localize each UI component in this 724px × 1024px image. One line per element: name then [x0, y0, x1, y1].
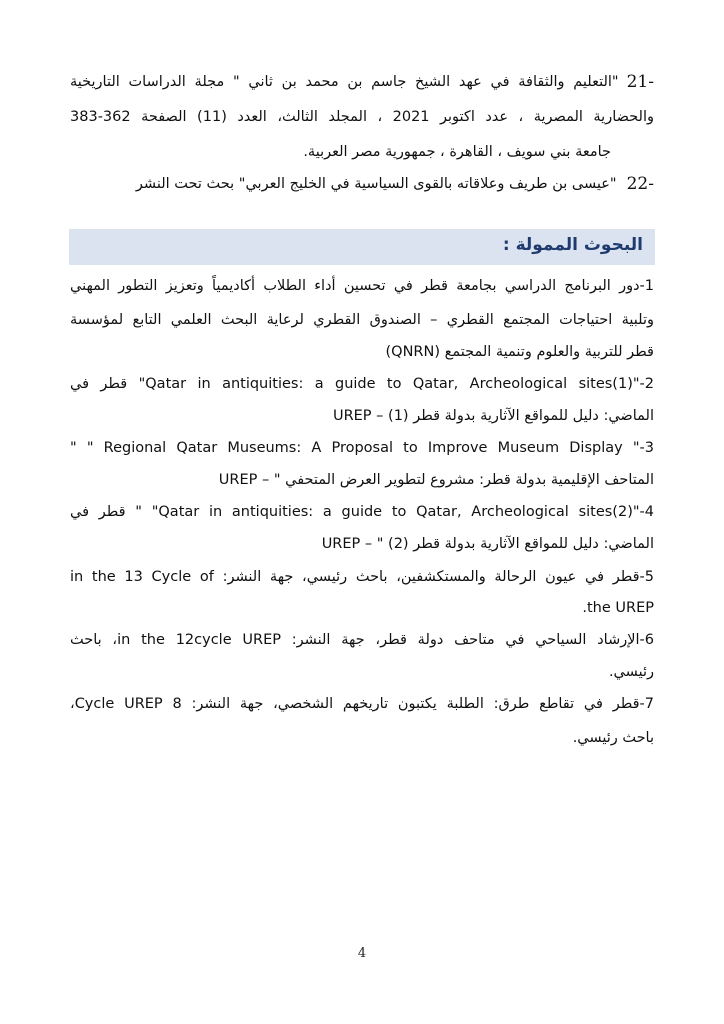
funded-research-header — [69, 229, 655, 265]
funded-item-1-line-1: 1-دور البرنامج الدراسي بجامعة قطر في تحسين أداء الطلاب أكاديمياً وتعزيز التطور المهني — [70, 278, 654, 294]
page-number: 4 — [357, 946, 367, 961]
funded-item-5-line-2: the UREP. — [582, 600, 654, 616]
funded-item-3-line-1: 3-" Regional Qatar Museums: A Proposal to Improve Museum Display " " — [70, 440, 655, 456]
funded-item-4-line-1: 4-"Qatar in antiquities: a guide to Qatar, Archeological sites(2)" " قطر في — [70, 504, 654, 520]
publication-22-line-1 — [70, 172, 654, 196]
funded-item-2-line-1: 2-"Qatar in antiquities: a guide to Qatar, Archeological sites(1)" قطر في — [70, 376, 654, 392]
funded-item-1-line-2: وتلبية احتياجات المجتمع القطري – الصندوق القطري لرعاية البحث العلمي التابع لمؤسسة — [70, 312, 654, 328]
publication-22-text: "عيسى بن طريف وعلاقاته بالقوى السياسية في الخليج العربي" بحث تحت النشر — [135, 176, 617, 192]
funded-item-4-line-2: الماضي: دليل للمواقع الآثارية بدولة قطر (2) " – UREP — [321, 536, 654, 552]
funded-item-3-line-2: المتاحف الإقليمية بدولة قطر: مشروع لتطوير العرض المتحفي " – UREP — [218, 472, 654, 488]
publication-22-number: 22- — [626, 174, 654, 194]
funded-item-2-line-2: الماضي: دليل للمواقع الآثارية بدولة قطر (1) – UREP — [332, 408, 654, 424]
publication-21-number: 21- — [626, 72, 654, 92]
funded-item-6-line-1: 6-الإرشاد السياحي في متاحف دولة قطر، جهة النشر: in the 12cycle UREP، باحث — [70, 632, 654, 648]
funded-item-7-line-1: 7-قطر في تقاطع طرق: الطلبة يكتبون تاريخهم الشخصي، جهة النشر: 8 Cycle UREP، — [70, 696, 654, 712]
publication-21-line-2: والحضارية المصرية ، عدد اكتوبر 2021 ، المجلد الثالث، العدد (11) الصفحة 362-383 — [70, 109, 654, 125]
funded-research-title: البحوث الممولة : — [502, 235, 643, 255]
publication-21-line-3: جامعة بني سويف ، القاهرة ، جمهورية مصر العربية. — [303, 144, 611, 160]
publication-21-text: "التعليم والثقافة في عهد الشيخ جاسم بن محمد بن ثاني " مجلة الدراسات التاريخية — [70, 74, 619, 90]
funded-item-1-line-3: قطر للتربية والعلوم وتنمية المجتمع (QNRN) — [385, 344, 654, 360]
publication-21-line-1 — [70, 70, 654, 94]
funded-item-7-line-2: باحث رئيسي. — [572, 730, 654, 746]
funded-item-6-line-2: رئيسي. — [608, 664, 654, 680]
funded-item-5-line-1: 5-قطر في عيون الرحالة والمستكشفين، باحث رئيسي، جهة النشر: in the 13 Cycle of — [70, 569, 655, 585]
